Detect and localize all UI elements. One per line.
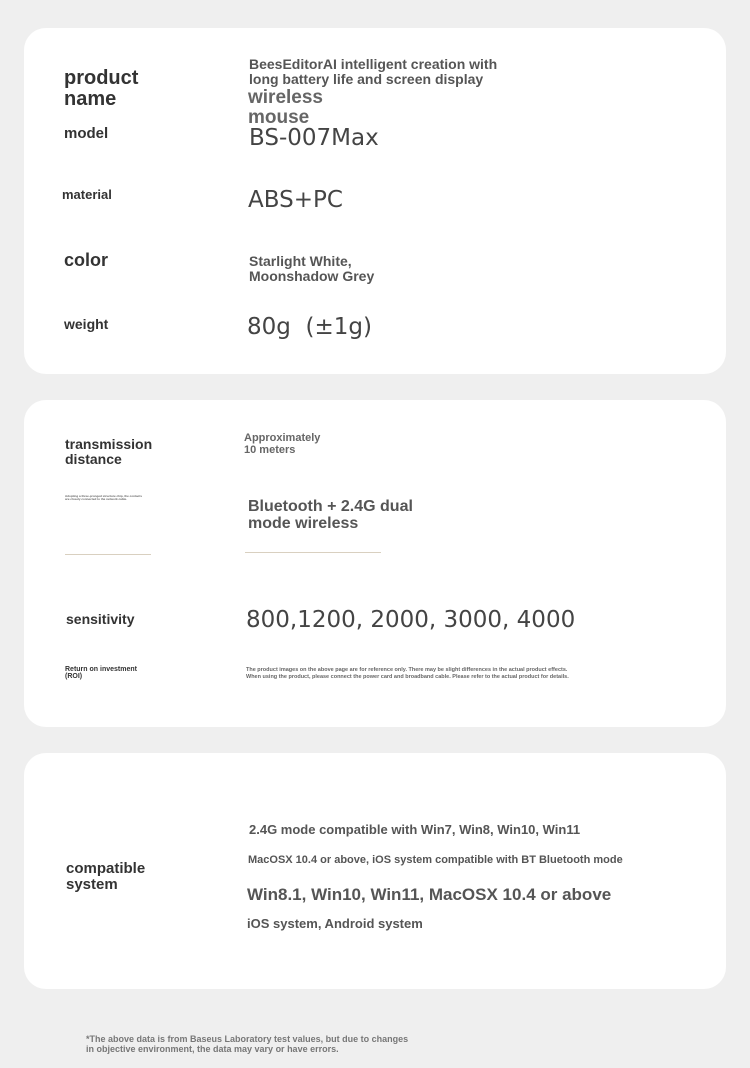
spec-card-compatibility <box>24 753 726 989</box>
spec-card-performance <box>24 400 726 727</box>
spec-card-basic <box>24 28 726 374</box>
compat-line-2: MacOSX 10.4 or above, iOS system compatible with BT Bluetooth mode <box>248 854 623 866</box>
color-label: color <box>64 250 109 270</box>
color-value: Starlight White, Moonshadow Grey <box>249 253 375 284</box>
mode-value: Bluetooth + 2.4G dual mode wireless <box>248 498 413 532</box>
model-value: BS-007Max <box>249 125 379 151</box>
distance-label: transmission distance <box>65 436 153 467</box>
material-value: ABS+PC <box>248 187 343 213</box>
faint-divider-right <box>245 552 381 553</box>
sensitivity-label: sensitivity <box>66 611 135 627</box>
compat-line-1: 2.4G mode compatible with Win7, Win8, Win10, Win11 <box>249 822 581 837</box>
compat-line-3: Win8.1, Win10, Win11, MacOSX 10.4 or above <box>247 885 612 904</box>
distance-value: Approximately 10 meters <box>244 432 321 456</box>
header-value: BeesEditorAI intelligent creation with long battery life and screen display <box>249 56 498 87</box>
model-label: model <box>64 125 109 142</box>
compatible-system-label: compatible system <box>66 860 146 893</box>
weight-label: weight <box>64 316 109 332</box>
faint-divider-left <box>65 554 151 555</box>
sensitivity-value: 800,1200, 2000, 3000, 4000 <box>246 607 576 633</box>
material-label: material <box>62 187 112 202</box>
roi-value: The product images on the above page are for reference only. There may be slight differences in the actual product effects. When using the product, please connect the power card and broadband cable. Please refer to the actual product for details. <box>246 667 569 681</box>
weight-value: 80g (±1g) <box>247 314 372 340</box>
mode-label-small: Adopting a three-pronged structure chip, the contacts are closely connected to the network cable. <box>65 494 143 502</box>
roi-label: Return on investment (ROI) <box>65 666 137 681</box>
compat-line-4: iOS system, Android system <box>247 916 423 931</box>
product-name-label: product name <box>64 67 139 110</box>
product-name-value: wireless mouse <box>248 87 323 128</box>
footnote: *The above data is from Baseus Laboratory test values, but due to changes in objective environment, the data may vary or have errors. <box>86 1034 409 1055</box>
